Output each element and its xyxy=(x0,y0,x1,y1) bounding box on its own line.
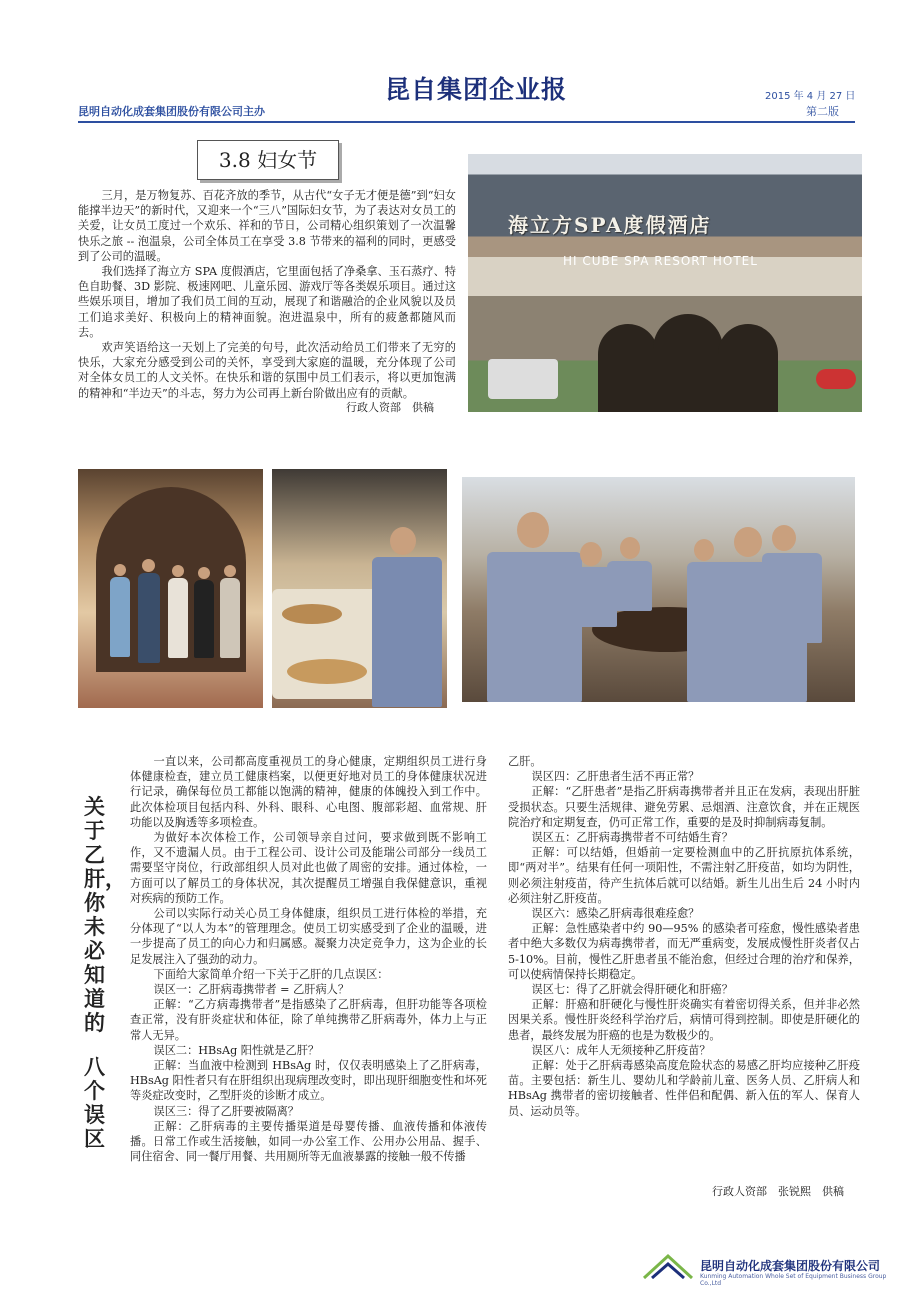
person-head xyxy=(734,527,762,557)
article2-paragraph: 正解：“乙方病毒携带者”是指感染了乙肝病毒，但肝功能等各项检查正常，没有肝炎症状和体征，除了单纯携带乙肝病毒外，体力上与正常人无异。 xyxy=(130,998,487,1042)
article2-paragraph: 一直以来，公司都高度重视员工的身心健康，定期组织员工进行身体健康检查，建立员工健康档案，以便更好地对员工的身体健康状况进行记录，确保每位员工都能以饱满的精神，健康的体魄投入到工作中。此次体检项目包括内科、外科、眼科、心电图、腹部彩超、血常规、肝功能以及胸透等多项检查。 xyxy=(130,755,487,829)
person-head xyxy=(114,564,126,576)
company-logo-icon xyxy=(640,1252,696,1282)
article2-vertical-title xyxy=(84,795,126,1151)
article1-paragraph: 三月，是万物复苏、百花齐放的季节，从古代“女子无才便是德”到“妇女能撑半边天”的新时代，又迎来一个“三八”国际妇女节，为了表达对女员工的关爱，让女员工度过一个欢乐、祥和的节日，公司精心组织策划了一次温馨快乐之旅 -- 泡温泉，公司全体员工在享受 3.8 节带来的福利的同时，更感受到了公司的温暖。 xyxy=(78,189,456,263)
hotel-door xyxy=(718,324,778,412)
person-head xyxy=(390,527,416,555)
article2-paragraph: 正解：急性感染者中约 90—95% 的感染者可痊愈，慢性感染者患者中绝大多数仅为病毒携带者，而无严重病变，发展成慢性肝炎者仅占 5-10%。目前，慢性乙肝患者虽不能治愈，但经过合理的治疗和保养，可以使病情保持长期稳定。 xyxy=(508,922,860,981)
article2-paragraph: 乙肝。 xyxy=(508,755,542,768)
hotel-sign-english: HI CUBE SPA RESORT HOTEL xyxy=(563,254,758,268)
issue-date: 2015 年 4 月 27 日 xyxy=(765,91,856,102)
article1-paragraph: 欢声笑语给这一天划上了完美的句号，此次活动给员工们带来了无穷的快乐，大家充分感受到公司的关怀，享受到大家庭的温暖，充分体现了公司对全体女员工的人文关怀。在快乐和谐的氛围中员工们表示，将以更加饱满的精神和“半边天”的斗志，努力为公司再上新台阶做出应有的贡献。 xyxy=(78,341,456,400)
article2-paragraph: 误区五：乙肝病毒携带者不可结婚生育？ xyxy=(531,831,733,845)
hotel-photo xyxy=(468,154,862,412)
hotel-sign-text: 海立方SPA度假酒店 xyxy=(508,213,712,237)
article1-title: 3.8 妇女节 xyxy=(197,140,339,180)
group-photo-archway xyxy=(78,469,263,708)
food-tray xyxy=(282,604,342,624)
newspaper-title: 昆自集团企业报 xyxy=(385,75,568,104)
buffet-photo xyxy=(272,469,447,708)
article2-column-1 xyxy=(130,754,487,1164)
masthead-rule xyxy=(78,121,855,123)
footer-company-name: 昆明自动化成套集团股份有限公司 xyxy=(700,1259,881,1273)
article2-paragraph: 误区三：得了乙肝要被隔离？ xyxy=(153,1104,299,1118)
article2-paragraph: 误区二：HBsAg 阳性就是乙肝？ xyxy=(153,1043,320,1057)
article2-paragraph: 正解：“乙肝患者”是指乙肝病毒携带者并且正在发病，表现出肝脏受损状态。只要生活规律、避免劳累、忌烟酒、注意饮食，并在正规医院治疗和定期复查，仍可正常工作，重要的是及时抑制病毒复制。 xyxy=(508,785,860,829)
page-number: 第二版 xyxy=(806,105,839,118)
article2-paragraph: 误区六：感染乙肝病毒很难痊愈？ xyxy=(531,907,700,921)
hotel-door xyxy=(653,314,723,412)
article2-paragraph: 误区一：乙肝病毒携带者 = 乙肝病人？ xyxy=(153,983,350,997)
person-head xyxy=(694,539,714,561)
article2-paragraph: 为做好本次体检工作，公司领导亲自过问，要求做到既不影响工作，又不遗漏人员。由于工程公司、设计公司及能瑞公司部分一线员工需要坚守岗位，行政部组织人员对此也做了周密的安排。通过体检，一方面可以了解员工的身体状况，其次提醒员工增强自我保健意识，重视对疾病的预防工作。 xyxy=(130,831,487,905)
person-head xyxy=(772,525,796,551)
person-head xyxy=(224,565,236,577)
article2-paragraph: 正解：乙肝病毒的主要传播渠道是母婴传播、血液传播和体液传播。日常工作或生活接触，如同一办公室工作、公用办公用品、握手、同住宿舍、同一餐厅用餐、共用厕所等无血液暴露的接触一般不传播 xyxy=(130,1119,487,1164)
person-head xyxy=(172,565,184,577)
article2-column-2 xyxy=(508,754,860,1119)
person xyxy=(220,578,240,658)
publisher-line: 昆明自动化成套集团股份有限公司主办 xyxy=(78,105,265,118)
person-head xyxy=(517,512,549,548)
person xyxy=(372,557,442,707)
article1-body xyxy=(78,188,456,401)
food-tray xyxy=(287,659,367,684)
article2-paragraph: 下面给大家简单介绍一下关于乙肝的几点误区： xyxy=(153,967,389,981)
person-head xyxy=(198,567,210,579)
person-head xyxy=(580,542,602,566)
article2-paragraph: 正解：肝癌和肝硬化与慢性肝炎确实有着密切得关系，但并非必然因果关系。慢性肝炎经科学治疗后，病情可得到控制。即使是肝硬化的患者，最终发展为肝癌的也是为数极少的。 xyxy=(508,998,860,1042)
person xyxy=(138,573,160,663)
article2-credit: 行政人资部 张锐熙 供稿 xyxy=(712,1185,844,1198)
article2-paragraph: 正解：处于乙肝病毒感染高度危险状态的易感乙肝均应接种乙肝疫苗。主要包括：新生儿、婴幼儿和学龄前儿童、医务人员、乙肝病人和 HBsAg 携带者的密切接触者、性伴侣和配偶、新入伍的军人、保育人员、运动员等。 xyxy=(508,1059,860,1118)
article2-paragraph: 误区七：得了乙肝就会得肝硬化和肝癌？ xyxy=(531,983,733,997)
article2-title-part: 你未必知道的 xyxy=(84,891,105,1035)
golf-cart xyxy=(488,359,558,399)
person xyxy=(110,577,130,657)
person xyxy=(168,578,188,658)
person xyxy=(762,553,822,643)
flower-pot xyxy=(816,369,856,389)
dining-photo xyxy=(462,477,855,702)
article2-paragraph: 正解：当血液中检测到 HBsAg 时，仅仅表明感染上了乙肝病毒，HBsAg 阳性者只有在肝组织出现病理改变时，即出现肝细胞变性和坏死等炎症改变时，乙型肝炎的诊断才成立。 xyxy=(130,1059,487,1103)
article2-paragraph: 公司以实际行动关心员工身体健康，组织员工进行体检的举措，充分体现了“以人为本”的管理理念。使员工切实感受到了企业的温暖，进一步提高了员工的向心力和归属感。凝聚力决定竞争力，这为企业的长足发展注入了强劲的动力。 xyxy=(130,907,487,966)
person xyxy=(607,561,652,611)
article2-paragraph: 误区四：乙肝患者生活不再正常？ xyxy=(531,770,700,784)
article2-title-part: 八个误区 xyxy=(84,1055,105,1151)
article2-paragraph: 正解：可以结婚，但婚前一定要检测血中的乙肝抗原抗体系统，即“两对半”。结果有任何一项阳性，不需注射乙肝疫苗，如均为阴性，则必须注射疫苗，待产生抗体后就可以结婚。新生儿出生后 24 小时内必须注射乙肝疫苗。 xyxy=(508,846,860,905)
article2-title-part: 关于乙肝， xyxy=(84,795,126,891)
article1-credit: 行政人资部 供稿 xyxy=(346,401,434,414)
person-head xyxy=(142,559,155,572)
article2-paragraph: 误区八：成年人无须接种乙肝疫苗？ xyxy=(531,1043,711,1057)
footer-company-english: Kunming Automation Whole Set of Equipment Business Group Co.,Ltd xyxy=(700,1273,887,1287)
hotel-door xyxy=(598,324,658,412)
article1-paragraph: 我们选择了海立方 SPA 度假酒店，它里面包括了净桑拿、玉石蒸疗、特色自助餐、3D 影院、极速网吧、儿童乐园、游戏厅等各类娱乐项目。通过这些娱乐项目，增加了我们员工间的互动，展现了和谐融洽的企业风貌以及员工们追求美好、积极向上的精神面貌。泡进温泉中，所有的疲惫都随风而去。 xyxy=(78,265,456,339)
person-head xyxy=(620,537,640,559)
person xyxy=(194,580,214,658)
